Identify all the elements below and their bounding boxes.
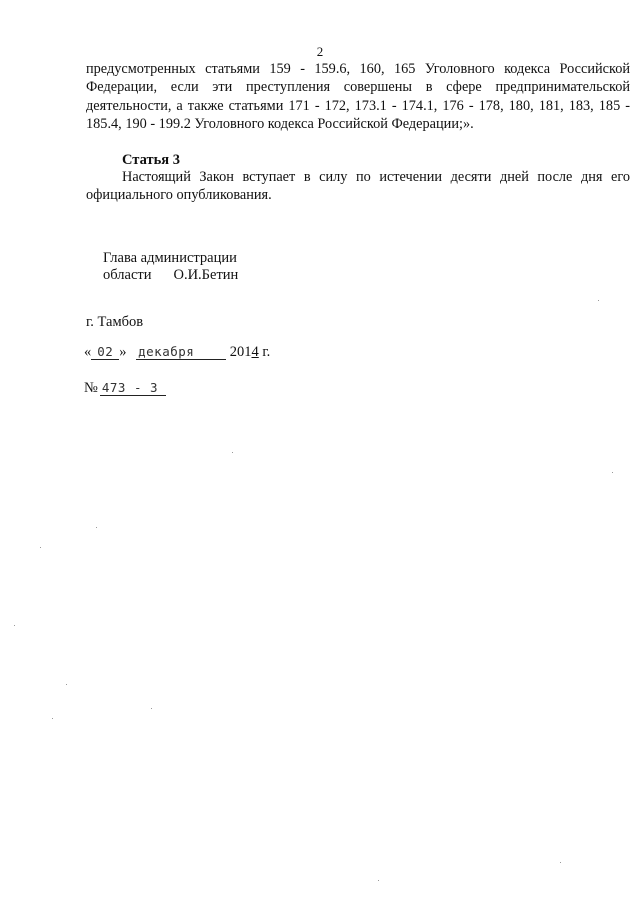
signature-row — [103, 267, 238, 284]
signature-block — [103, 250, 238, 284]
signature-title: Глава администрации — [103, 250, 237, 266]
scan-speck — [378, 880, 379, 881]
date-year-prefix: 201 — [229, 344, 252, 360]
signatory-name: О.И.Бетин — [173, 267, 239, 283]
page-number: 2 — [316, 44, 324, 59]
number-symbol: № — [84, 380, 98, 396]
scan-speck — [96, 527, 97, 528]
date-year-end: г. — [258, 344, 271, 360]
date-open-quote: « — [84, 344, 92, 360]
signature-region: области — [103, 267, 152, 283]
date-day: 02 — [91, 344, 119, 360]
scan-speck — [598, 300, 599, 301]
article-body: Настоящий Закон вступает в силу по истечении десяти дней после дня его официального опубликования. — [86, 169, 630, 204]
scan-speck — [66, 684, 67, 685]
scan-speck — [14, 625, 15, 626]
date-close-quote: » — [119, 344, 127, 360]
scan-speck — [52, 718, 53, 719]
scan-speck — [612, 472, 613, 473]
scan-speck — [560, 862, 561, 863]
date-month: декабря — [136, 344, 226, 360]
city-line: г. Тамбов — [86, 314, 144, 330]
scan-speck — [40, 547, 41, 548]
date-line — [84, 344, 270, 361]
paragraph-continuation: предусмотренных статьями 159 - 159.6, 160, 165 Уголовного кодекса Российской Федерации, если эти преступления совершены в сфере предпринимательской деятельности, а также статьями 171 - 172, 173.1 - 174.1, 176 - 178, 180, 181, 183, 185 - 185.4, 190 - 199.2 Уголовного кодекса Российской Федерации;». — [86, 61, 630, 132]
document-number: 473 - З — [100, 380, 166, 396]
date-year-suffix: 4 — [251, 344, 259, 360]
scan-speck — [151, 708, 152, 709]
scan-speck — [232, 452, 233, 453]
document-number-line — [84, 380, 166, 397]
article-heading: Статья 3 — [122, 152, 180, 168]
